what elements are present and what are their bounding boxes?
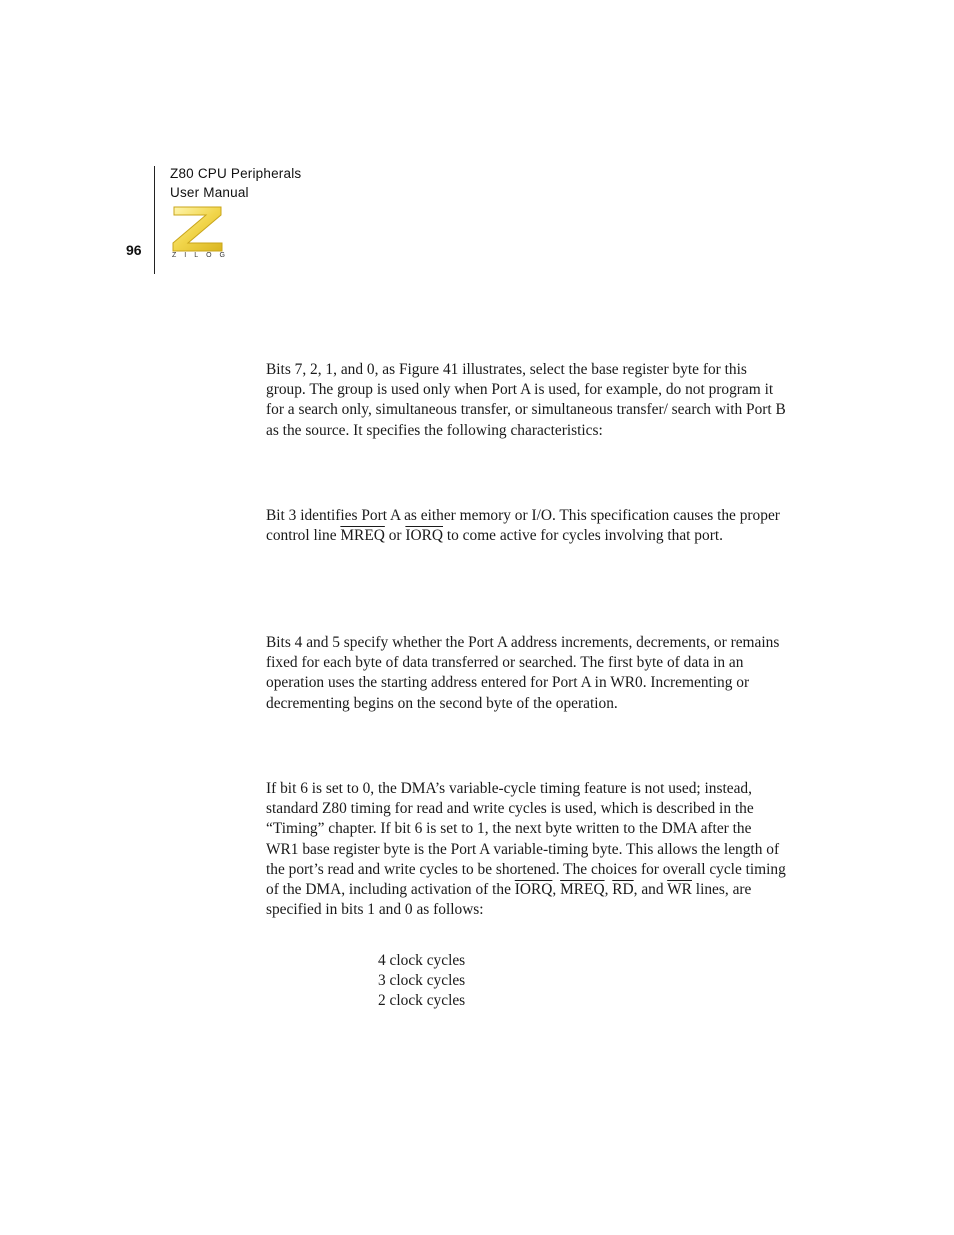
text-fragment: ,: [604, 881, 613, 899]
list-item: 4 clock cycles: [378, 952, 466, 969]
logo-wordmark: ZILOG: [172, 252, 234, 259]
header-title: [170, 164, 301, 202]
list-item: 3 clock cycles: [378, 972, 466, 990]
signal-iorq: IORQ: [514, 881, 553, 899]
list-item: 2 clock cycles: [378, 992, 466, 1010]
text-fragment: or: [384, 527, 406, 545]
header-rule: [154, 166, 155, 274]
signal-rd: $\overline{RD}$: [612, 881, 634, 899]
paragraph-bit3: [266, 506, 786, 546]
page-number: 96: [126, 242, 142, 258]
paragraph-bits4-5: Bits 4 and 5 specify whether the Port A address increments, decrements, or remains fixed for each byte of data transferred or searched. The first byte of data in an operation uses the starting address entered for Port A in WR0. Incrementing or decrementing begins on the second byte of the operation.: [266, 634, 780, 712]
text-fragment: , and: [633, 881, 668, 899]
text-fragment: If bit 6 is set to 0, the DMA’s variable-cycle timing feature is not used; instead, standard Z80 timing for read and write cycles is used, which is described in the “Timing” chapter. If bit 6 is set to 1, the next byte written to the DMA after the WR1 base register byte is the Port A variable-timing byte. This allows the length of the port’s read and write cycles to be shortened. The choices for overall cycle timing of the DMA, including activation of the: [266, 780, 786, 899]
manual-title: Z80 CPU Peripherals: [170, 166, 302, 181]
paragraph-base-register: Bits 7, 2, 1, and 0, as Figure 41 illustrates, select the base register byte for this group. The group is used only when Port A is used, for example, do not program it for a search only, simultaneous transfer, or simultaneous transfer/ search with Port B as the source. It specifies the following characteristics:: [266, 361, 786, 439]
text-fragment: lines, are specified in bits 1 and 0 as follows:: [266, 881, 752, 919]
text-fragment: Bit 3 identifies Port A as either memory or I/O. This specification causes the proper control line: [266, 507, 780, 545]
cycle-options-list: [378, 951, 465, 1012]
signal-mreq: MREQ: [340, 527, 385, 545]
text-fragment: to come active for cycles involving that port.: [443, 527, 723, 545]
signal-wr: $\overline{WR}$: [667, 881, 692, 899]
manual-subtitle: User Manual: [170, 185, 249, 200]
text-fragment: ,: [552, 881, 561, 899]
signal-iorq: IORQ: [405, 527, 443, 545]
signal-mreq: MREQ: [560, 881, 605, 899]
paragraph-bit6: [266, 779, 786, 920]
